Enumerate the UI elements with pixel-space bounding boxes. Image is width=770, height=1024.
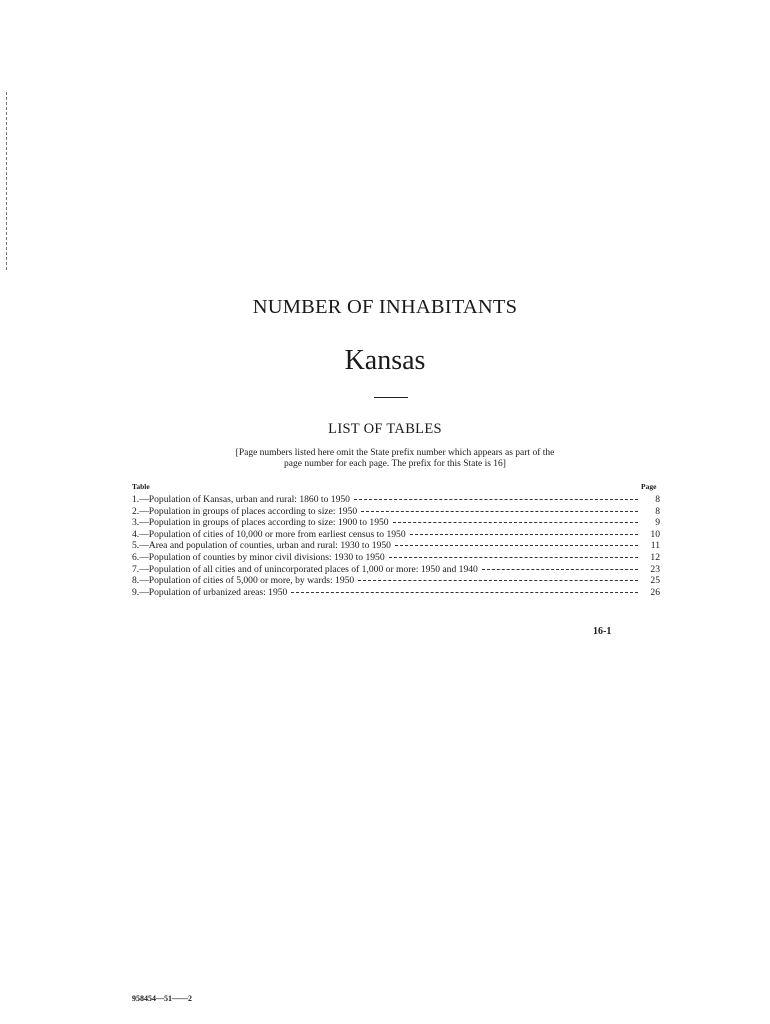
toc-entry-page: 11: [650, 540, 660, 552]
toc-entry-title: Population of cities of 5,000 or more, by wards: 1950: [148, 575, 355, 587]
page-column-header: Page: [641, 482, 657, 491]
toc-entry: [132, 540, 660, 552]
toc-entry-page: 10: [650, 528, 660, 540]
toc-entry-title: Population of counties by minor civil divisions: 1930 to 1950: [148, 551, 385, 563]
toc-entry-number: 5.—: [132, 540, 149, 552]
dot-leader: [354, 499, 638, 500]
toc-entry-page: 25: [650, 575, 660, 587]
toc-entry-number: 8.—: [132, 575, 149, 587]
dot-leader: [393, 522, 638, 523]
toc-entry-page: 8: [655, 505, 660, 517]
page-number: 16-1: [593, 626, 612, 637]
toc-entry: [132, 552, 660, 564]
table-of-contents: [132, 494, 660, 598]
state-title: Kansas: [344, 345, 426, 376]
dot-leader: [361, 511, 638, 512]
toc-entry: [132, 529, 660, 541]
toc-entry-number: 2.—: [132, 505, 149, 517]
toc-entry-number: 1.—: [132, 494, 149, 505]
dot-leader: [291, 592, 638, 593]
toc-entry-page: 23: [650, 563, 660, 575]
toc-entry-title: Population of cities of 10,000 or more from earliest census to 1950: [148, 528, 406, 540]
toc-entry-number: 4.—: [132, 528, 149, 540]
toc-entry-page: 26: [650, 586, 660, 598]
list-of-tables-heading: LIST OF TABLES: [328, 421, 442, 437]
main-title: NUMBER OF INHABITANTS: [252, 296, 518, 318]
toc-entry-title: Population of urbanized areas: 1950: [148, 586, 288, 598]
toc-entry: [132, 494, 660, 506]
toc-entry: [132, 564, 660, 576]
toc-entry: [132, 587, 660, 599]
toc-entry-title: Population in groups of places according to size: 1950: [148, 505, 358, 517]
dot-leader: [410, 534, 638, 535]
toc-entry-page: 12: [650, 551, 660, 563]
toc-entry-page: 8: [655, 494, 660, 505]
toc-entry: [132, 506, 660, 518]
toc-entry-title: Population of Kansas, urban and rural: 1860 to 1950: [148, 494, 350, 505]
scan-artifact: [6, 92, 8, 270]
toc-entry-title: Area and population of counties, urban and rural: 1930 to 1950: [148, 540, 391, 552]
toc-entry-number: 6.—: [132, 551, 149, 563]
toc-entry-number: 7.—: [132, 563, 149, 575]
table-column-header: Table: [132, 482, 150, 491]
dot-leader: [389, 557, 638, 558]
toc-entry: [132, 517, 660, 529]
note-line-1: [Page numbers listed here omit the State prefix number which appears as part of the: [235, 448, 555, 458]
page-number-note: [165, 448, 625, 470]
toc-entry-number: 3.—: [132, 517, 149, 529]
printing-code: 958454—51——2: [132, 994, 192, 1003]
toc-entry-title: Population of all cities and of unincorporated places of 1,000 or more: 1950 and 1940: [148, 563, 478, 575]
dot-leader: [395, 545, 638, 546]
dot-leader: [482, 569, 638, 570]
note-line-2: page number for each page. The prefix for this State is 16]: [284, 459, 506, 469]
toc-entry-page: 9: [655, 517, 660, 529]
toc-entry: [132, 575, 660, 587]
title-divider: [374, 397, 408, 398]
toc-entry-number: 9.—: [132, 586, 149, 598]
dot-leader: [358, 580, 638, 581]
toc-entry-title: Population in groups of places according to size: 1900 to 1950: [148, 517, 389, 529]
